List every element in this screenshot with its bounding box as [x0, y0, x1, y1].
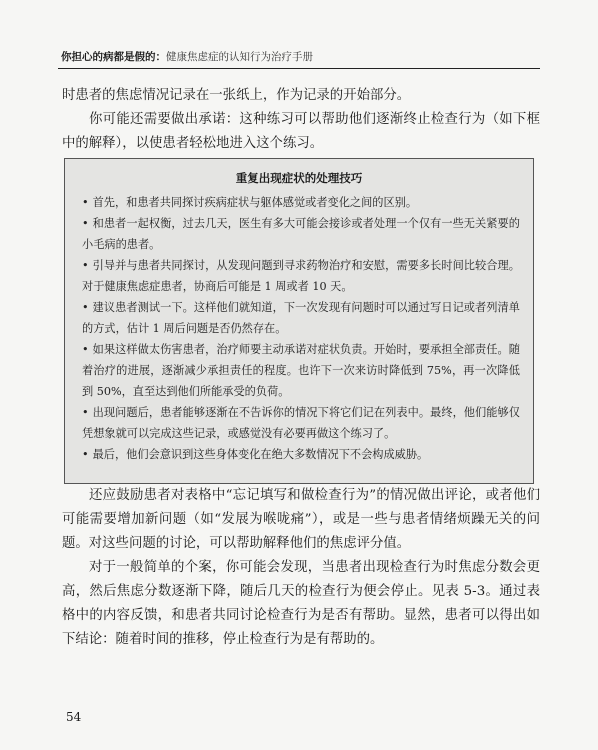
- paragraph-1: 时患者的焦虑情况记录在一张纸上，作为记录的开始部分。: [62, 88, 411, 103]
- tips-item-text: 最后，他们会意识到这些身体变化在绝大多数情况下不会构成威胁。: [92, 448, 429, 461]
- tips-list: [82, 192, 520, 465]
- tips-box: [64, 158, 534, 484]
- book-title: 你担心的病都是假的：: [61, 51, 166, 63]
- header-rule: [58, 68, 540, 69]
- bullet-icon: •: [82, 406, 89, 419]
- tips-item-text: 首先，和患者共同探讨疾病症状与躯体感觉或者变化之间的区别。: [92, 196, 418, 209]
- bullet-icon: •: [82, 217, 89, 230]
- tips-item-text: 引导并与患者共同探讨，从发现问题到寻求药物治疗和安慰，需要多长时间比较合理。对于健康焦虑症患者，协商后可能是 1 周或者 10 天。: [82, 259, 520, 293]
- tips-item-text: 出现问题后，患者能够逐渐在不告诉你的情况下将它们记在列表中。最终，他们能够仅凭想象就可以完成这些记录，或感觉没有必要再做这个练习了。: [82, 406, 520, 440]
- tips-list-item: [82, 339, 520, 402]
- paragraph-2: 你可能还需要做出承诺：这种练习可以帮助他们逐渐终止检查行为（如下框中的解释），以使患者轻松地进入这个练习。: [62, 112, 540, 151]
- bullet-icon: •: [82, 301, 89, 314]
- running-header: [61, 50, 531, 64]
- tips-item-text: 如果这样做太伤害患者，治疗师要主动承诺对症状负责。开始时，要承担全部责任。随着治疗的进展，逐渐减少承担责任的程度。也许下一次来访时降低到 75%，再一次降低到 50%，直至达到他们所能承受的负荷。: [82, 343, 520, 398]
- tips-list-item: [82, 255, 520, 297]
- bullet-icon: •: [82, 196, 89, 209]
- paragraph-3: 还应鼓励患者对表格中“忘记填写和做检查行为”的情况做出评论，或者他们可能需要增加新问题（如“发展为喉咙痛”），或是一些与患者情绪烦躁无关的问题。对这些问题的讨论，可以帮助解释他们的焦虑评分值。: [62, 488, 540, 551]
- paragraph-4: 对于一般简单的个案，你可能会发现，当患者出现检查行为时焦虑分数会更高，然后焦虑分数逐渐下降，随后几天的检查行为便会停止。见表 5-3。通过表格中的内容反馈，和患者共同讨论检查行为是否有帮助。显然，患者可以得出如下结论：随着时间的推移，停止检查行为是有帮助的。: [62, 560, 540, 647]
- bullet-icon: •: [82, 259, 89, 272]
- tips-list-item: [82, 297, 520, 339]
- tips-list-item: [82, 213, 520, 255]
- tips-item-text: 和患者一起权衡，过去几天，医生有多大可能会接诊或者处理一个仅有一些无关紧要的小毛病的患者。: [82, 217, 520, 251]
- tips-list-item: [82, 444, 520, 465]
- tips-list-item: [82, 192, 520, 213]
- tips-box-title: 重复出现症状的处理技巧: [235, 171, 363, 185]
- book-subtitle: 健康焦虑症的认知行为治疗手册: [166, 51, 313, 63]
- tips-list-item: [82, 402, 520, 444]
- bullet-icon: •: [82, 448, 89, 461]
- bullet-icon: •: [82, 343, 89, 356]
- tips-item-text: 建议患者测试一下。这样他们就知道，下一次发现有问题时可以通过写日记或者列清单的方式，估计 1 周后问题是否仍然存在。: [82, 301, 520, 335]
- page-number: 54: [66, 710, 82, 724]
